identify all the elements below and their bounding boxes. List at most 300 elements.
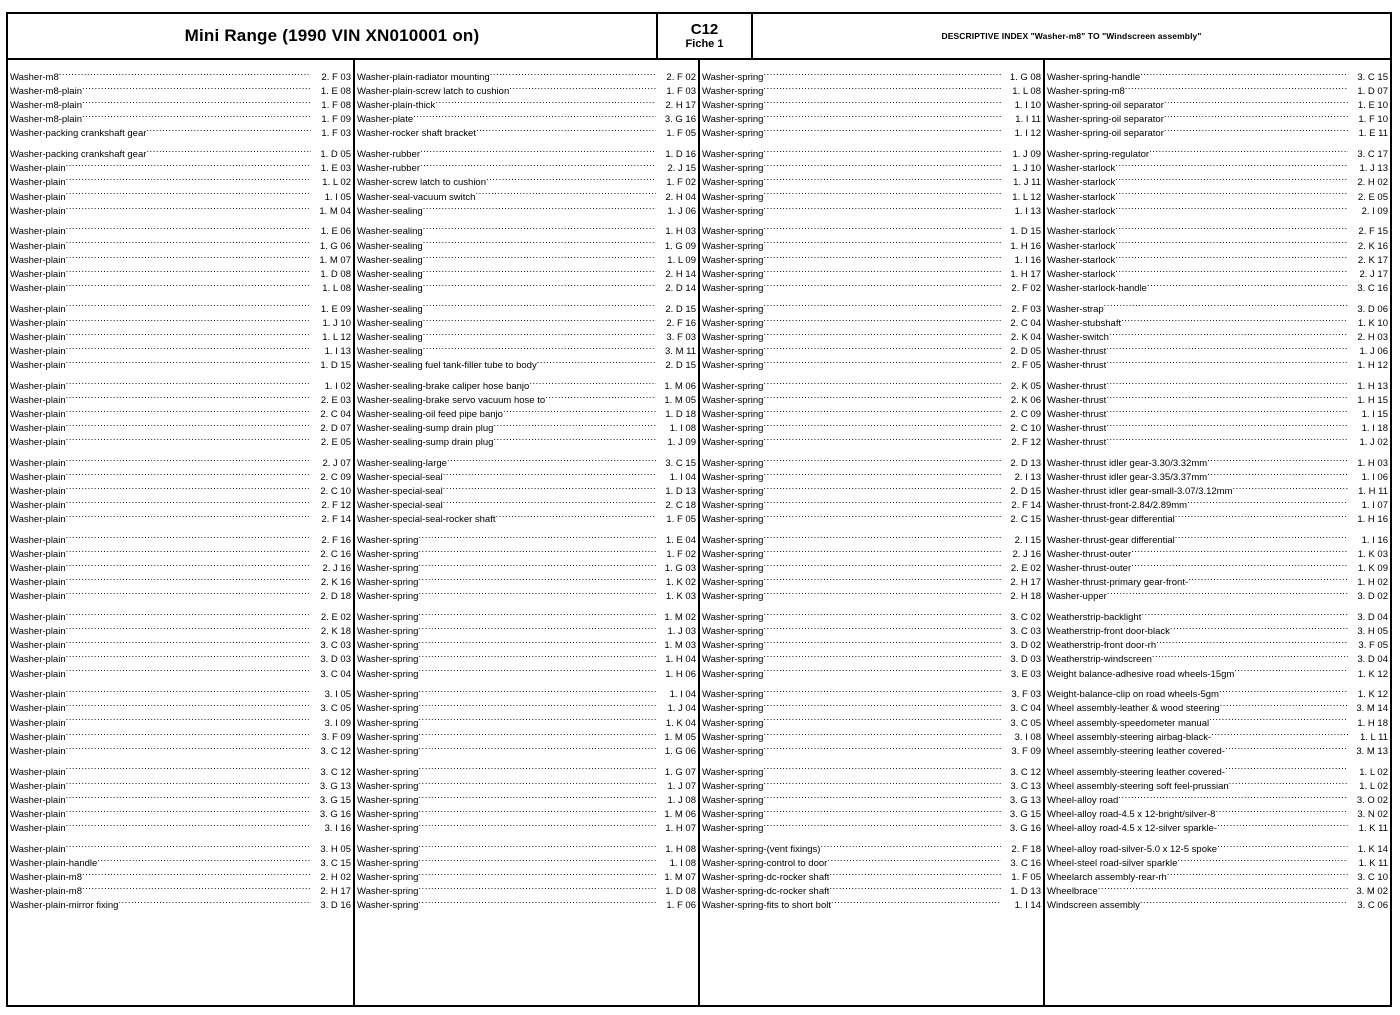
dot-leader	[66, 726, 311, 740]
fiche-reference: 1. L 02	[1359, 780, 1388, 792]
dot-leader	[1170, 620, 1348, 634]
dot-leader	[66, 683, 311, 697]
part-description: Washer-spring	[702, 177, 764, 189]
dot-leader	[763, 312, 1001, 326]
part-description: Washer-spring	[357, 563, 419, 575]
part-description: Washer-plain-mirror fixing	[10, 900, 119, 912]
index-entry	[357, 66, 696, 84]
dot-leader	[443, 480, 656, 494]
dot-leader	[66, 403, 311, 417]
fiche-reference: 1. K 09	[1357, 563, 1388, 575]
part-description: Washer-plain	[10, 640, 66, 652]
dot-leader	[1217, 817, 1348, 831]
part-description: Wheel-alloy road-4.5 x 12-bright/silver-8	[1047, 808, 1216, 820]
part-description: Washer-plain	[10, 780, 66, 792]
fiche-reference: 1. I 16	[1361, 535, 1388, 547]
fiche-reference: 1. H 12	[1357, 359, 1388, 371]
dot-leader	[493, 431, 656, 445]
fiche-reference: 3. F 03	[666, 331, 696, 343]
dot-leader	[66, 340, 311, 354]
part-description: Washer-spring	[702, 303, 764, 315]
fiche-reference: 1. J 10	[1012, 163, 1041, 175]
dot-leader	[763, 249, 1001, 263]
part-description: Washer-spring	[702, 128, 764, 140]
part-description: Wheelarch assembly-rear-rh	[1047, 871, 1167, 883]
index-entry	[702, 606, 1041, 624]
part-description: Washer-spring	[357, 794, 419, 806]
dot-leader	[420, 157, 656, 171]
part-description: Washer-spring	[702, 268, 764, 280]
dot-leader	[493, 417, 656, 431]
part-description: Washer-spring	[702, 808, 764, 820]
dot-leader	[1175, 529, 1348, 543]
dot-leader	[1121, 312, 1348, 326]
part-description: Washer-sealing	[357, 331, 423, 343]
dot-leader	[1115, 171, 1348, 185]
part-description: Washer-spring	[702, 745, 764, 757]
index-entry	[1047, 606, 1388, 624]
part-description: Washer-spring	[702, 514, 764, 526]
dot-leader	[763, 143, 1001, 157]
dot-leader	[66, 200, 311, 214]
part-description: Washer-spring	[702, 282, 764, 294]
fiche-reference: 3. I 05	[324, 689, 351, 701]
part-description: Washer-spring-(vent fixings)	[702, 843, 821, 855]
dot-leader	[1229, 775, 1348, 789]
part-description: Washer-special-seal-rocker shaft	[357, 514, 496, 526]
index-group	[357, 683, 696, 757]
dot-leader	[413, 108, 656, 122]
index-entry	[1047, 529, 1388, 547]
fiche-reference: 2. F 05	[1011, 359, 1041, 371]
fiche-reference: 2. J 17	[1359, 268, 1388, 280]
fiche-reference: 1. I 02	[324, 380, 351, 392]
part-description: Washer-thrust	[1047, 423, 1107, 434]
fiche-reference: 2. F 18	[1011, 843, 1041, 855]
fiche-reference: 3. C 12	[320, 745, 351, 757]
dot-leader	[763, 529, 1001, 543]
fiche-reference: 2. H 04	[665, 191, 696, 203]
fiche-reference: 3. I 08	[1014, 731, 1041, 743]
dot-leader	[423, 277, 656, 291]
fiche-reference: 1. J 06	[667, 205, 696, 217]
index-entry	[1047, 375, 1388, 392]
index-entry	[1047, 66, 1388, 84]
dot-leader	[66, 740, 311, 754]
dot-leader	[1106, 354, 1348, 368]
part-description: Washer-spring	[702, 254, 764, 266]
fiche-reference: 2. H 18	[1010, 591, 1041, 603]
index-entry	[10, 80, 351, 98]
dot-leader	[59, 66, 311, 80]
fiche-reference: 1. D 05	[320, 149, 351, 161]
index-group	[357, 606, 696, 680]
part-description: Washer-spring	[357, 535, 419, 547]
dot-leader	[763, 354, 1001, 368]
part-description: Washer-plain	[10, 500, 66, 512]
fiche-reference: 2. D 18	[320, 591, 351, 603]
fiche-reference: 1. J 13	[1359, 163, 1388, 175]
part-description: Washer-spring	[357, 822, 419, 834]
index-group	[357, 66, 696, 140]
dot-leader	[1209, 711, 1348, 725]
part-description: Washer-spring-control to door	[702, 857, 828, 869]
part-description: Washer-spring	[357, 745, 419, 757]
index-group	[10, 297, 351, 371]
dot-leader	[66, 606, 311, 620]
dot-leader	[763, 340, 1001, 354]
part-description: Washer-sealing-large	[357, 457, 447, 469]
dot-leader	[82, 108, 311, 122]
dot-leader	[1225, 760, 1348, 774]
fiche-reference: 1. D 07	[1357, 86, 1388, 98]
part-description: Washer-plain	[10, 163, 66, 175]
dot-leader	[1215, 803, 1348, 817]
dot-leader	[66, 634, 311, 648]
fiche-reference: 1. K 14	[1357, 843, 1388, 855]
dot-leader	[763, 648, 1001, 662]
dot-leader	[827, 852, 1001, 866]
part-description: Washer-spring	[357, 857, 419, 869]
part-description: Washer-spring	[702, 149, 764, 161]
fiche-reference: 3. D 03	[1010, 654, 1041, 666]
part-description: Washer-plain	[10, 577, 66, 589]
part-description: Wheel-alloy road-4.5 x 12-silver sparkle-	[1047, 822, 1218, 834]
part-description: Washer-spring	[357, 808, 419, 820]
part-description: Washer-sealing-brake caliper hose banjo	[357, 380, 530, 392]
dot-leader	[763, 775, 1001, 789]
fiche-reference: 2. K 05	[1010, 380, 1041, 392]
part-description: Washer-spring	[702, 437, 764, 449]
part-description: Washer-plain	[10, 654, 66, 666]
dot-leader	[763, 171, 1001, 185]
part-description: Wheel assembly-steering leather covered-	[1047, 766, 1225, 778]
dot-leader	[66, 452, 311, 466]
dot-leader	[418, 648, 656, 662]
part-description: Washer-plain	[10, 457, 66, 469]
fiche-reference: 2. E 02	[1010, 563, 1041, 575]
dot-leader	[66, 277, 311, 291]
dot-leader	[763, 417, 1001, 431]
dot-leader	[763, 494, 1001, 508]
part-description: Washer-spring	[702, 626, 764, 638]
dot-leader	[82, 80, 311, 94]
index-group	[1047, 760, 1388, 834]
part-description: Washer-special-seal	[357, 486, 443, 498]
part-description: Washer-spring	[357, 717, 419, 729]
dot-leader	[537, 354, 656, 368]
index-column-2	[353, 60, 698, 1005]
dot-leader	[763, 94, 1001, 108]
part-description: Washer-screw latch to cushion	[357, 177, 487, 189]
part-description: Washer-starlock	[1047, 254, 1116, 266]
dot-leader	[763, 817, 1001, 831]
part-description: Washer-plain	[10, 591, 66, 603]
part-description: Washer-starlock-handle	[1047, 282, 1147, 294]
fiche-reference: 1. L 08	[322, 282, 351, 294]
dot-leader	[1156, 634, 1348, 648]
index-entry	[357, 220, 696, 238]
part-description: Washer-spring	[702, 471, 764, 483]
index-group	[1047, 606, 1388, 680]
part-description: Washer-spring-handle	[1047, 72, 1141, 84]
part-description: Washer-starlock	[1047, 240, 1116, 252]
index-group	[357, 143, 696, 217]
fiche-reference: 2. H 02	[1357, 177, 1388, 189]
fiche-reference: 1. K 10	[1357, 317, 1388, 329]
fiche-reference: 3. G 13	[319, 780, 351, 792]
index-group	[10, 375, 351, 449]
header-bar	[8, 14, 1390, 60]
index-group	[10, 683, 351, 757]
part-description: Washer-plain	[10, 380, 66, 392]
dot-leader	[763, 185, 1001, 199]
dot-leader	[66, 838, 311, 852]
part-description: Washer-thrust-outer	[1047, 549, 1132, 561]
part-description: Washer-plain	[10, 345, 66, 357]
dot-leader	[66, 312, 311, 326]
part-description: Washer-spring	[702, 612, 764, 624]
index-group	[702, 220, 1041, 294]
part-description: Washer-spring	[702, 331, 764, 343]
part-description: Washer-spring	[357, 703, 419, 715]
dot-leader	[66, 157, 311, 171]
dot-leader	[820, 838, 1001, 852]
fiche-reference: 1. F 05	[666, 514, 696, 526]
fiche-reference: 2. H 17	[665, 100, 696, 112]
fiche-reference: 3. I 16	[324, 822, 351, 834]
part-description: Wheel assembly-leather & wood steering	[1047, 703, 1220, 715]
part-description: Washer-spring	[702, 703, 764, 715]
fiche-reference: 1. J 04	[667, 703, 696, 715]
fiche-reference: 1. E 06	[320, 226, 351, 238]
part-description: Washer-plain	[10, 731, 66, 743]
dot-leader	[1109, 326, 1348, 340]
dot-leader	[1187, 494, 1348, 508]
index-group	[702, 297, 1041, 371]
dot-leader	[418, 866, 656, 880]
dot-leader	[763, 297, 1001, 311]
fiche-reference: 3. C 02	[1010, 612, 1041, 624]
part-description: Washer-spring	[702, 457, 764, 469]
dot-leader	[1167, 866, 1348, 880]
part-description: Washer-spring	[702, 408, 764, 420]
index-group	[357, 220, 696, 294]
index-description: DESCRIPTIVE INDEX "Washer-m8" TO "Windscreen assembly"	[941, 31, 1202, 41]
part-description: Washer-thrust	[1047, 359, 1107, 371]
index-entry	[1047, 683, 1388, 701]
part-description: Washer-plain	[10, 254, 66, 266]
index-entry	[357, 143, 696, 161]
index-entry	[10, 529, 351, 547]
index-entry	[357, 297, 696, 315]
dot-leader	[763, 606, 1001, 620]
fiche-reference: 2. F 15	[1358, 226, 1388, 238]
fiche-reference: 3. C 15	[1357, 72, 1388, 84]
dot-leader	[66, 389, 311, 403]
fiche-reference: 1. F 03	[666, 86, 696, 98]
index-entry	[1047, 297, 1388, 315]
part-description: Washer-special-seal	[357, 471, 443, 483]
index-entry	[357, 683, 696, 701]
fiche-reference: 1. I 11	[1015, 114, 1041, 126]
part-description: Washer-plain-handle	[10, 857, 98, 869]
part-description: Washer-rubber	[357, 163, 421, 175]
part-description: Wheel assembly-steering soft feel-prussian	[1047, 780, 1229, 792]
index-entry	[1047, 760, 1388, 778]
dot-leader	[146, 122, 311, 136]
fiche-reference: 1. H 18	[1357, 717, 1388, 729]
fiche-reference: 1. I 14	[1014, 900, 1041, 912]
fiche-reference: 2. H 02	[320, 871, 351, 883]
part-description: Washer-thrust-front-2.84/2.89mm	[1047, 500, 1188, 512]
fiche-reference: 1. H 11	[1358, 486, 1388, 498]
dot-leader	[418, 606, 656, 620]
fiche-reference: 1. H 04	[665, 654, 696, 666]
fiche-reference: 1. E 03	[320, 163, 351, 175]
fiche-reference: 3. C 03	[1010, 626, 1041, 638]
fiche-reference: 2. I 15	[1014, 535, 1041, 547]
part-description: Washer-spring	[357, 612, 419, 624]
index-entry	[1047, 838, 1388, 855]
index-group	[702, 452, 1041, 526]
fiche-reference: 1. D 13	[665, 486, 696, 498]
index-entry	[10, 760, 351, 778]
dot-leader	[423, 220, 656, 234]
part-description: Washer-thrust	[1047, 394, 1107, 406]
part-description: Washer-spring	[702, 114, 764, 126]
fiche-reference: 3. M 13	[1356, 745, 1388, 757]
fiche-reference: 2. K 16	[320, 577, 351, 589]
fiche-reference: 1. M 04	[319, 205, 351, 217]
part-description: Washer-sealing	[357, 240, 423, 252]
dot-leader	[1115, 234, 1348, 248]
index-group	[702, 760, 1041, 834]
dot-leader	[423, 263, 656, 277]
part-description: Washer-starlock	[1047, 191, 1116, 203]
dot-leader	[418, 571, 656, 585]
dot-leader	[1115, 157, 1348, 171]
index-entry	[702, 683, 1041, 701]
fiche-reference: 1. K 11	[1358, 822, 1388, 834]
index-entry	[702, 838, 1041, 855]
dot-leader	[1106, 375, 1348, 389]
fiche-reference: 3. C 03	[320, 640, 351, 652]
index-entry	[702, 760, 1041, 778]
index-group	[702, 606, 1041, 680]
fiche-reference: 1. K 02	[665, 577, 696, 589]
index-entry	[702, 375, 1041, 392]
part-description: Washer-m8-plain	[10, 100, 82, 112]
part-description: Washer-m8-plain	[10, 114, 82, 126]
part-description: Washer-starlock	[1047, 268, 1116, 280]
part-description: Washer-starlock	[1047, 226, 1116, 238]
fiche-reference: 1. D 16	[665, 149, 696, 161]
part-description: Washer-spring	[702, 535, 764, 547]
fiche-reference: 1. F 08	[321, 100, 351, 112]
part-description: Washer-spring	[702, 794, 764, 806]
fiche-reference: 1. I 16	[1014, 254, 1041, 266]
index-group	[1047, 375, 1388, 449]
dot-leader	[66, 789, 311, 803]
part-description: Washer-rubber	[357, 149, 421, 161]
part-description: Washer-spring	[702, 731, 764, 743]
part-description: Washer-spring	[702, 563, 764, 575]
part-description: Windscreen assembly	[1047, 900, 1140, 912]
fiche-reference: 1. J 02	[1359, 437, 1388, 449]
fiche-reference: 3. I 09	[324, 717, 351, 729]
dot-leader	[66, 185, 311, 199]
part-description: Washer-spring	[702, 654, 764, 666]
dot-leader	[763, 760, 1001, 774]
dot-leader	[545, 389, 656, 403]
dot-leader	[66, 543, 311, 557]
fiche-reference: 2. D 15	[665, 303, 696, 315]
dot-leader	[763, 789, 1001, 803]
fiche-reference: 3. C 06	[1357, 900, 1388, 912]
dot-leader	[423, 312, 656, 326]
part-description: Washer-plain	[10, 408, 66, 420]
index-entry	[702, 66, 1041, 84]
dot-leader	[435, 94, 656, 108]
part-description: Washer-spring-dc-rocker shaft	[702, 871, 830, 883]
part-description: Washer-packing crankshaft gear	[10, 128, 147, 140]
dot-leader	[475, 185, 656, 199]
fiche-reference: 2. I 13	[1014, 471, 1041, 483]
dot-leader	[763, 634, 1001, 648]
fiche-reference: 2. K 17	[1357, 254, 1388, 266]
fiche-reference: 2. F 12	[1011, 437, 1041, 449]
part-description: Washer-thrust-gear differential	[1047, 535, 1175, 547]
fiche-reference: 3. M 02	[1356, 885, 1388, 897]
part-description: Washer-upper	[1047, 591, 1107, 603]
fiche-reference: 1. J 08	[667, 794, 696, 806]
part-description: Washer-spring-m8	[1047, 86, 1125, 98]
fiche-reference: 1. I 13	[324, 345, 351, 357]
fiche-reference: 1. H 16	[1357, 514, 1388, 526]
fiche-reference: 1. H 13	[1357, 380, 1388, 392]
fiche-reference: 1. L 12	[322, 331, 351, 343]
fiche-reference: 2. C 18	[665, 500, 696, 512]
dot-leader	[420, 143, 656, 157]
fiche-reference: 1. K 12	[1357, 689, 1388, 701]
dot-leader	[1106, 417, 1348, 431]
fiche-reference: 1. K 03	[665, 591, 696, 603]
dot-leader	[66, 234, 311, 248]
fiche-reference: 2. J 16	[322, 563, 351, 575]
fiche-reference: 2. F 14	[321, 514, 351, 526]
fiche-reference: 1. E 11	[1358, 128, 1388, 140]
dot-leader	[763, 557, 1001, 571]
part-description: Washer-spring	[702, 822, 764, 834]
part-description: Washer-plain	[10, 703, 66, 715]
fiche-reference: 1. I 13	[1014, 205, 1041, 217]
dot-leader	[763, 234, 1001, 248]
index-entry	[357, 606, 696, 624]
fiche-reference: 2. K 16	[1357, 240, 1388, 252]
dot-leader	[66, 297, 311, 311]
part-description: Washer-m8-plain	[10, 86, 82, 98]
fiche-reference: 1. F 06	[666, 900, 696, 912]
part-description: Washer-plain	[10, 822, 66, 834]
dot-leader	[66, 249, 311, 263]
fiche-reference: 1. L 08	[1012, 86, 1041, 98]
fiche-reference: 3. N 02	[1357, 808, 1388, 820]
index-group	[702, 838, 1041, 912]
part-description: Washer-sealing fuel tank-filler tube to body	[357, 359, 537, 371]
dot-leader	[763, 108, 1001, 122]
index-entry	[10, 838, 351, 855]
